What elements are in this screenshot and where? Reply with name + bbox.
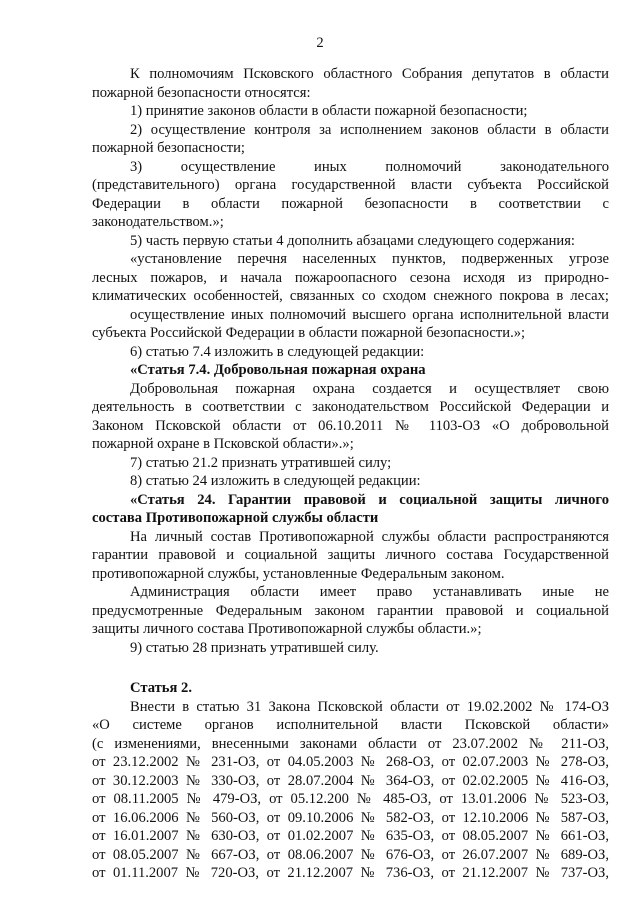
text-line: законодательством.»; (92, 214, 224, 230)
page-number: 2 (316, 35, 324, 51)
text-line: 2) осуществление контроля за исполнением законов области в области (130, 121, 609, 138)
text-line: деятельность в соответствии с законодательством Российской Федерации и (92, 399, 609, 415)
heading-line: «Статья 7.4. Добровольная пожарная охрана (130, 362, 426, 378)
text-line: пожарной безопасности; (92, 140, 245, 156)
heading-line: «Статья 24. Гарантии правовой и социальной защиты личного (130, 491, 609, 508)
text-line: На личный состав Противопожарной службы области распространяются (130, 528, 609, 545)
text-line: К полномочиям Псковского областного Собрания депутатов в области (130, 66, 609, 82)
text-line: от 01.11.2007 № 720-ОЗ, от 21.12.2007 № 736-ОЗ, от 21.12.2007 № 737-ОЗ, (92, 865, 609, 881)
text-line: 9) статью 28 признать утратившей силу. (130, 639, 379, 656)
text-line: «О системе органов исполнительной власти Псковской области» (92, 717, 609, 733)
heading-line: Статья 2. (130, 680, 192, 696)
text-line: от 16.06.2006 № 560-ОЗ, от 09.10.2006 № 582-ОЗ, от 12.10.2006 № 587-ОЗ, (92, 809, 609, 826)
text-line: (представительного) органа государственной власти субъекта Российской (92, 177, 609, 193)
text-line: осуществление иных полномочий высшего органа исполнительной власти (130, 306, 609, 323)
text-line: противопожарной службы, установленные Федеральным законом. (92, 565, 505, 582)
text-line: 7) статью 21.2 признать утратившей силу; (130, 454, 392, 471)
text-line: «установление перечня населенных пунктов, подверженных угрозе (130, 251, 609, 267)
text-line: Федерации в области пожарной безопасности в соответствии с (92, 195, 609, 212)
document-body (92, 65, 609, 883)
text-line: пожарной охране в Псковской области».»; (92, 436, 354, 452)
text-line: Администрация области имеет право устанавливать иные не (130, 584, 609, 600)
text-line: 3) осуществление иных полномочий законодательного (130, 158, 609, 175)
text-line: лесных пожаров, и начала пожароопасного сезона исходя из природно- (92, 269, 609, 286)
text-line: Законом Псковской области от 06.10.2011 № 1103-ОЗ «О добровольной (92, 417, 609, 434)
text-line: предусмотренные Федеральным законом гарантии правовой и социальной (92, 602, 609, 619)
text-line: от 30.12.2003 № 330-ОЗ, от 28.07.2004 № 364-ОЗ, от 02.02.2005 № 416-ОЗ, (92, 772, 609, 789)
text-line: 6) статью 7.4 изложить в следующей редакции: (130, 343, 425, 360)
text-line: гарантии правовой и социальной защиты личного состава Государственной (92, 547, 609, 563)
text-line: 1) принятие законов области в области пожарной безопасности; (130, 103, 528, 119)
text-line: от 16.01.2007 № 630-ОЗ, от 01.02.2007 № 635-ОЗ, от 08.05.2007 № 661-ОЗ, (92, 828, 609, 844)
text-line: (с изменениями, внесенными законами области от 23.07.2002 № 211-ОЗ, (92, 735, 609, 752)
text-line: от 23.12.2002 № 231-ОЗ, от 04.05.2003 № 268-ОЗ, от 02.07.2003 № 278-ОЗ, (92, 754, 609, 770)
text-line: защиты личного состава Противопожарной службы области.»; (92, 621, 482, 637)
text-line: от 08.11.2005 № 479-ОЗ, от 05.12.200 № 485-ОЗ, от 13.01.2006 № 523-ОЗ, (92, 791, 609, 807)
paragraph-gap (92, 657, 609, 679)
text-line: климатических особенностей, связанных со сходом снежного покрова в лесах; (92, 288, 609, 304)
heading-line: состава Противопожарной службы области (92, 510, 379, 526)
text-line: пожарной безопасности относятся: (92, 84, 311, 101)
text-line: Внести в статью 31 Закона Псковской области от 19.02.2002 № 174-ОЗ (130, 698, 609, 715)
text-line: Добровольная пожарная охрана создается и осуществляет свою (130, 380, 609, 397)
text-line: 5) часть первую статьи 4 дополнить абзацами следующего содержания: (130, 232, 575, 249)
text-line: 8) статью 24 изложить в следующей редакции: (130, 473, 421, 489)
text-line: субъекта Российской Федерации в области пожарной безопасности.»; (92, 325, 526, 341)
text-line: от 08.05.2007 № 667-ОЗ, от 08.06.2007 № 676-ОЗ, от 26.07.2007 № 689-ОЗ, (92, 846, 609, 863)
